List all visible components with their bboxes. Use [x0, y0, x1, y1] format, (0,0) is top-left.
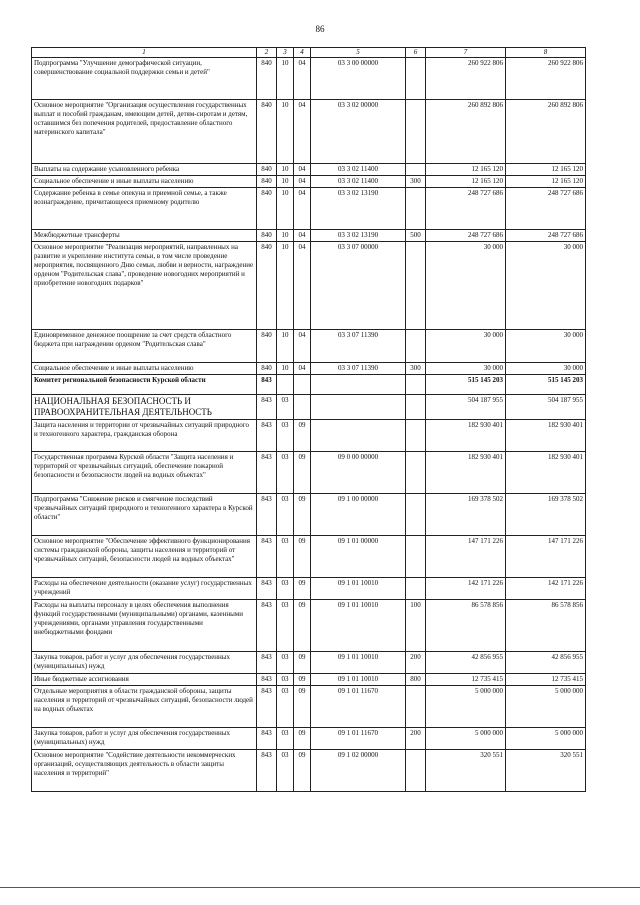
table-row	[32, 230, 586, 242]
target-article-cell: 03 3 07 00000	[311, 242, 406, 330]
expense-type-cell: 800	[406, 674, 426, 686]
table-row	[32, 494, 586, 536]
section-code-cell: 03	[277, 395, 294, 420]
ministry-code-cell: 843	[257, 686, 277, 728]
row-name-cell: Закупка товаров, работ и услуг для обеспечения государственных (муниципальных) нужд	[32, 728, 257, 750]
subsection-code-cell: 09	[294, 536, 311, 578]
table-row	[32, 750, 586, 792]
section-code-cell: 03	[277, 652, 294, 674]
table-row	[32, 395, 586, 420]
amount-cell: 12 165 120	[426, 164, 506, 176]
expense-type-cell: 100	[406, 600, 426, 652]
expense-type-cell	[406, 188, 426, 230]
bottom-rule	[0, 887, 640, 888]
subsection-code-cell: 04	[294, 330, 311, 363]
target-article-cell: 09 1 01 10010	[311, 600, 406, 652]
expense-type-cell	[406, 100, 426, 164]
table-row	[32, 536, 586, 578]
amount-cell: 260 892 806	[426, 100, 506, 164]
subsection-code-cell: 04	[294, 230, 311, 242]
amount-cell: 248 727 686	[426, 230, 506, 242]
table-body	[32, 48, 586, 792]
row-name-cell: Основное мероприятие "Обеспечение эффективного функционирования системы гражданской обороны, защиты населения и территорий от чрезвычайных ситуаций, безопасности людей на водных объектах"	[32, 536, 257, 578]
section-code-cell: 03	[277, 494, 294, 536]
amount-cell: 30 000	[426, 242, 506, 330]
row-name-cell: Отдельные мероприятия в области гражданской обороны, защиты населения и территорий от чрезвычайных ситуаций, безопасности людей на водных объектах	[32, 686, 257, 728]
row-name-cell: Комитет региональной безопасности Курской области	[32, 375, 257, 395]
amount-cell: 320 551	[426, 750, 506, 792]
subsection-code-cell: 09	[294, 600, 311, 652]
amount-cell: 142 171 226	[426, 578, 506, 600]
amount-cell: 12 165 120	[506, 176, 586, 188]
table-row	[32, 375, 586, 395]
expense-type-cell	[406, 578, 426, 600]
section-code-cell: 03	[277, 728, 294, 750]
table-row	[32, 600, 586, 652]
target-article-cell: 03 3 02 11400	[311, 164, 406, 176]
expense-type-cell: 200	[406, 728, 426, 750]
amount-cell: 5 000 000	[506, 686, 586, 728]
section-code-cell: 03	[277, 686, 294, 728]
amount-cell: 182 930 401	[426, 452, 506, 494]
amount-cell: 260 922 806	[506, 58, 586, 100]
target-article-cell	[311, 395, 406, 420]
ministry-code-cell: 840	[257, 188, 277, 230]
expense-type-cell	[406, 750, 426, 792]
ministry-code-cell: 843	[257, 728, 277, 750]
row-name-cell: Основное мероприятие "Организация осуществления государственных выплат и пособий гражданам, имеющим детей, детям-сиротам и детям, оставшимся без попечения родителей, предоставление областного материнского капитала"	[32, 100, 257, 164]
subsection-code-cell: 09	[294, 420, 311, 452]
expense-type-cell	[406, 164, 426, 176]
ministry-code-cell: 840	[257, 176, 277, 188]
ministry-code-cell: 840	[257, 164, 277, 176]
row-name-cell: Подпрограмма "Улучшение демографической ситуации, совершенствование социальной поддержки семьи и детей"	[32, 58, 257, 100]
amount-cell: 12 735 415	[426, 674, 506, 686]
column-number: 8	[506, 48, 586, 58]
ministry-code-cell: 843	[257, 600, 277, 652]
row-name-cell: Основное мероприятие "Реализация мероприятий, направленных на развитие и укрепление института семьи, в том числе проведение мероприятия, посвященного Дню семьи, любви и верности, награждение орденом "Родительская слава", проведение новогодних мероприятий и приобретение новогодних подарков"	[32, 242, 257, 330]
amount-cell: 12 165 120	[506, 164, 586, 176]
section-code-cell: 03	[277, 600, 294, 652]
target-article-cell: 03 3 00 00000	[311, 58, 406, 100]
amount-cell: 182 930 401	[426, 420, 506, 452]
amount-cell: 260 922 806	[426, 58, 506, 100]
section-code-cell: 10	[277, 363, 294, 375]
table-row	[32, 728, 586, 750]
column-number: 5	[311, 48, 406, 58]
section-code-cell: 10	[277, 164, 294, 176]
ministry-code-cell: 843	[257, 750, 277, 792]
ministry-code-cell: 840	[257, 330, 277, 363]
target-article-cell: 09 0 00 00000	[311, 452, 406, 494]
section-code-cell: 10	[277, 176, 294, 188]
amount-cell: 42 856 955	[426, 652, 506, 674]
amount-cell: 5 000 000	[426, 728, 506, 750]
budget-table	[31, 47, 586, 792]
row-name-cell: Государственная программа Курской области "Защита населения и территорий от чрезвычайных ситуаций, обеспечение пожарной безопасности и безопасности людей на водных объектах"	[32, 452, 257, 494]
expense-type-cell	[406, 242, 426, 330]
subsection-code-cell: 09	[294, 578, 311, 600]
table-row	[32, 176, 586, 188]
expense-type-cell	[406, 58, 426, 100]
amount-cell: 504 187 955	[426, 395, 506, 420]
subsection-code-cell: 04	[294, 242, 311, 330]
row-name-cell: Защита населения и территории от чрезвычайных ситуаций природного и техногенного характера, гражданская оборона	[32, 420, 257, 452]
expense-type-cell	[406, 330, 426, 363]
table-row	[32, 452, 586, 494]
column-number: 4	[294, 48, 311, 58]
amount-cell: 320 551	[506, 750, 586, 792]
ministry-code-cell: 843	[257, 395, 277, 420]
row-name-cell: Основное мероприятие "Содействие деятельности некоммерческих организаций, осуществляющих деятельность в области защиты населения и территорий"	[32, 750, 257, 792]
amount-cell: 248 727 686	[506, 230, 586, 242]
table-row	[32, 674, 586, 686]
amount-cell: 5 000 000	[506, 728, 586, 750]
amount-cell: 169 378 502	[506, 494, 586, 536]
section-code-cell: 10	[277, 58, 294, 100]
section-code-cell: 10	[277, 188, 294, 230]
column-number: 3	[277, 48, 294, 58]
ministry-code-cell: 840	[257, 230, 277, 242]
amount-cell: 30 000	[426, 330, 506, 363]
subsection-code-cell: 04	[294, 100, 311, 164]
column-number: 2	[257, 48, 277, 58]
ministry-code-cell: 843	[257, 536, 277, 578]
ministry-code-cell: 843	[257, 494, 277, 536]
row-name-cell: НАЦИОНАЛЬНАЯ БЕЗОПАСНОСТЬ И ПРАВООХРАНИТЕЛЬНАЯ ДЕЯТЕЛЬНОСТЬ	[32, 395, 257, 420]
subsection-code-cell: 09	[294, 750, 311, 792]
subsection-code-cell: 09	[294, 686, 311, 728]
expense-type-cell: 500	[406, 230, 426, 242]
section-code-cell: 03	[277, 452, 294, 494]
amount-cell: 515 145 203	[426, 375, 506, 395]
amount-cell: 169 378 502	[426, 494, 506, 536]
subsection-code-cell	[294, 375, 311, 395]
section-code-cell: 10	[277, 242, 294, 330]
ministry-code-cell: 843	[257, 452, 277, 494]
row-name-cell: Расходы на выплаты персоналу в целях обеспечения выполнения функций государственными (муниципальными) органами, казенными учреждениями, органами управления государственными внебюджетными фондами	[32, 600, 257, 652]
amount-cell: 147 171 226	[506, 536, 586, 578]
row-name-cell: Межбюджетные трансферты	[32, 230, 257, 242]
amount-cell: 248 727 686	[506, 188, 586, 230]
amount-cell: 30 000	[506, 363, 586, 375]
table-row	[32, 164, 586, 176]
expense-type-cell	[406, 536, 426, 578]
expense-type-cell: 300	[406, 176, 426, 188]
section-code-cell: 03	[277, 750, 294, 792]
section-code-cell: 10	[277, 100, 294, 164]
target-article-cell: 09 1 01 11670	[311, 728, 406, 750]
expense-type-cell: 300	[406, 363, 426, 375]
ministry-code-cell: 843	[257, 578, 277, 600]
subsection-code-cell: 04	[294, 176, 311, 188]
amount-cell: 142 171 226	[506, 578, 586, 600]
subsection-code-cell: 04	[294, 164, 311, 176]
target-article-cell: 03 3 02 11400	[311, 176, 406, 188]
section-code-cell: 10	[277, 330, 294, 363]
amount-cell: 147 171 226	[426, 536, 506, 578]
page-number: 86	[315, 24, 325, 34]
expense-type-cell	[406, 494, 426, 536]
section-code-cell: 03	[277, 420, 294, 452]
section-code-cell: 10	[277, 230, 294, 242]
amount-cell: 30 000	[506, 242, 586, 330]
row-name-cell: Подпрограмма "Снижение рисков и смягчение последствий чрезвычайных ситуаций природного и техногенного характера в Курской области"	[32, 494, 257, 536]
amount-cell: 30 000	[426, 363, 506, 375]
column-number: 6	[406, 48, 426, 58]
section-code-cell	[277, 375, 294, 395]
target-article-cell	[311, 420, 406, 452]
subsection-code-cell: 09	[294, 728, 311, 750]
expense-type-cell	[406, 686, 426, 728]
row-name-cell: Социальное обеспечение и иные выплаты населению	[32, 176, 257, 188]
subsection-code-cell: 09	[294, 674, 311, 686]
amount-cell: 5 000 000	[426, 686, 506, 728]
table-row	[32, 242, 586, 330]
ministry-code-cell: 843	[257, 652, 277, 674]
row-name-cell: Выплаты на содержание усыновленного ребенка	[32, 164, 257, 176]
target-article-cell: 09 1 01 10010	[311, 674, 406, 686]
amount-cell: 86 578 856	[426, 600, 506, 652]
target-article-cell: 03 3 07 11390	[311, 363, 406, 375]
amount-cell: 12 735 415	[506, 674, 586, 686]
target-article-cell: 09 1 01 10010	[311, 652, 406, 674]
expense-type-cell	[406, 375, 426, 395]
ministry-code-cell: 840	[257, 100, 277, 164]
row-name-cell: Единовременное денежное поощрение за счет средств областного бюджета при награждении орденом "Родительская слава"	[32, 330, 257, 363]
target-article-cell: 03 3 07 11390	[311, 330, 406, 363]
target-article-cell	[311, 375, 406, 395]
ministry-code-cell: 843	[257, 375, 277, 395]
section-code-cell: 03	[277, 578, 294, 600]
subsection-code-cell: 04	[294, 58, 311, 100]
expense-type-cell	[406, 420, 426, 452]
target-article-cell: 09 1 02 00000	[311, 750, 406, 792]
subsection-code-cell: 09	[294, 494, 311, 536]
subsection-code-cell: 04	[294, 363, 311, 375]
subsection-code-cell: 09	[294, 452, 311, 494]
amount-cell: 260 892 806	[506, 100, 586, 164]
table-row	[32, 686, 586, 728]
target-article-cell: 09 1 00 00000	[311, 494, 406, 536]
subsection-code-cell: 04	[294, 188, 311, 230]
row-name-cell: Закупка товаров, работ и услуг для обеспечения государственных (муниципальных) нужд	[32, 652, 257, 674]
table-row	[32, 652, 586, 674]
ministry-code-cell: 843	[257, 420, 277, 452]
row-name-cell: Содержание ребенка в семье опекуна и приемной семье, а также вознаграждение, причитающееся приемному родителю	[32, 188, 257, 230]
row-name-cell: Социальное обеспечение и иные выплаты населению	[32, 363, 257, 375]
amount-cell: 515 145 203	[506, 375, 586, 395]
table-row	[32, 578, 586, 600]
table-row	[32, 420, 586, 452]
amount-cell: 182 930 401	[506, 452, 586, 494]
amount-cell: 42 856 955	[506, 652, 586, 674]
target-article-cell: 03 3 02 00000	[311, 100, 406, 164]
amount-cell: 248 727 686	[426, 188, 506, 230]
amount-cell: 12 165 120	[426, 176, 506, 188]
table-row	[32, 58, 586, 100]
ministry-code-cell: 843	[257, 674, 277, 686]
amount-cell: 182 930 401	[506, 420, 586, 452]
subsection-code-cell	[294, 395, 311, 420]
ministry-code-cell: 840	[257, 363, 277, 375]
ministry-code-cell: 840	[257, 58, 277, 100]
column-number-row	[32, 48, 586, 58]
ministry-code-cell: 840	[257, 242, 277, 330]
table-row	[32, 330, 586, 363]
target-article-cell: 09 1 01 10010	[311, 578, 406, 600]
section-code-cell: 03	[277, 536, 294, 578]
subsection-code-cell: 09	[294, 652, 311, 674]
amount-cell: 30 000	[506, 330, 586, 363]
row-name-cell: Иные бюджетные ассигнования	[32, 674, 257, 686]
target-article-cell: 03 3 02 13190	[311, 230, 406, 242]
target-article-cell: 09 1 01 00000	[311, 536, 406, 578]
table-row	[32, 188, 586, 230]
column-number: 1	[32, 48, 257, 58]
table-row	[32, 100, 586, 164]
target-article-cell: 03 3 02 13190	[311, 188, 406, 230]
expense-type-cell: 200	[406, 652, 426, 674]
table-row	[32, 363, 586, 375]
expense-type-cell	[406, 395, 426, 420]
expense-type-cell	[406, 452, 426, 494]
row-name-cell: Расходы на обеспечение деятельности (оказание услуг) государственных учреждений	[32, 578, 257, 600]
amount-cell: 86 578 856	[506, 600, 586, 652]
amount-cell: 504 187 955	[506, 395, 586, 420]
target-article-cell: 09 1 01 11670	[311, 686, 406, 728]
column-number: 7	[426, 48, 506, 58]
section-code-cell: 03	[277, 674, 294, 686]
